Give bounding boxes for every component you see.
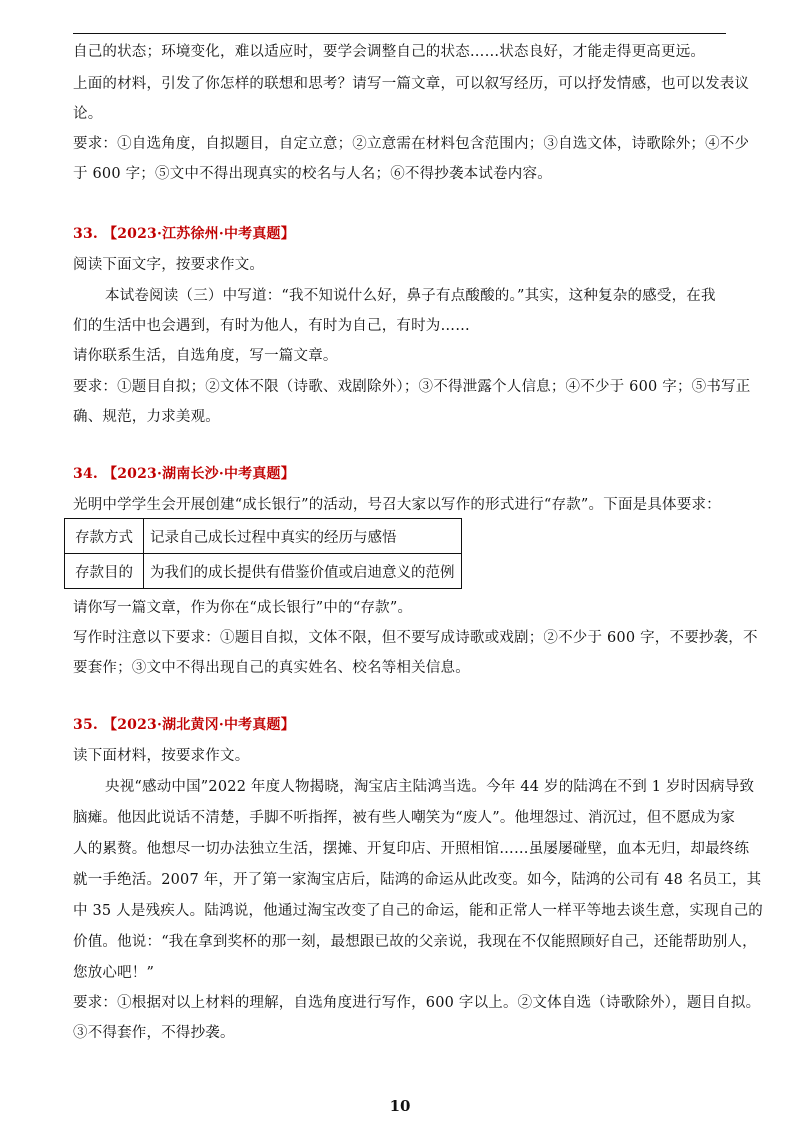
q33-line-4: 请你联系生活，自选角度，写一篇文章。 <box>73 348 338 364</box>
q35-line-8: 您放心吧！” <box>73 965 155 981</box>
q33-line-2: 本试卷阅读（三）中写道：“我不知说什么好，鼻子有点酸酸的。”其实，这种复杂的感受，在我 <box>105 288 716 304</box>
top-line-2: 上面的材料，引发了你怎样的联想和思考？请写一篇文章，可以叙写经历，可以抒发情感，也可以发表议 <box>73 76 750 92</box>
q34-heading: 34. 【2023·湖南长沙·中考真题】 <box>73 466 295 482</box>
q35-line-10: ③不得套作，不得抄袭。 <box>73 1025 235 1041</box>
table-row <box>65 554 462 589</box>
top-line-3: 论。 <box>73 106 103 122</box>
table-value: 为我们的成长提供有借鉴价值或启迪意义的范例 <box>144 554 462 589</box>
page-number: 10 <box>389 1097 411 1115</box>
top-line-5: 于 600 字；⑤文中不得出现真实的校名与人名；⑥不得抄袭本试卷内容。 <box>73 166 552 182</box>
top-line-4: 要求：①自选角度，自拟题目，自定立意；②立意需在材料包含范围内；③自选文体，诗歌除外；④不少 <box>73 136 750 152</box>
q35-line-3: 脑瘫。他因此说话不清楚，手脚不听指挥，被有些人嘲笑为“废人”。他埋怨过、消沉过，但不愿成为家 <box>73 810 736 826</box>
q35-line-9: 要求：①根据对以上材料的理解，自选角度进行写作，600 字以上。②文体自选（诗歌除外），题目自拟。 <box>73 995 761 1011</box>
q35-line-7: 价值。他说：“我在拿到奖杯的那一刻，最想跟已故的父亲说，我现在不仅能照顾好自己，还能帮助别人， <box>73 934 757 950</box>
q35-line-4: 人的累赘。他想尽一切办法独立生活，摆摊、开复印店、开照相馆……虽屡屡碰壁，血本无归，却最终练 <box>73 841 750 857</box>
header-rule <box>73 33 726 34</box>
q33-line-5: 要求：①题目自拟；②文体不限（诗歌、戏剧除外）；③不得泄露个人信息；④不少于 600 字；⑤书写正 <box>73 379 751 395</box>
q34-intro: 光明中学学生会开展创建“成长银行”的活动，号召大家以写作的形式进行“存款”。下面是具体要求： <box>73 497 721 513</box>
deposit-requirements-table <box>64 518 462 589</box>
q33-line-3: 们的生活中也会遇到，有时为他人，有时为自己，有时为…… <box>73 318 470 334</box>
q34-line-2: 写作时注意以下要求：①题目自拟，文体不限，但不要写成诗歌或戏剧；②不少于 600 字，不要抄袭，不 <box>73 630 758 646</box>
q33-line-1: 阅读下面文字，按要求作文。 <box>73 257 265 273</box>
q35-line-6: 中 35 人是残疾人。陆鸿说，他通过淘宝改变了自己的命运，能和正常人一样平等地去谈生意，实现自己的 <box>73 903 763 919</box>
table-key: 存款目的 <box>65 554 144 589</box>
q35-heading: 35. 【2023·湖北黄冈·中考真题】 <box>73 717 295 733</box>
table-value: 记录自己成长过程中真实的经历与感悟 <box>144 519 462 554</box>
q34-line-3: 要套作；③文中不得出现自己的真实姓名、校名等相关信息。 <box>73 660 470 676</box>
q33-line-6: 确、规范，力求美观。 <box>73 409 220 425</box>
table-row <box>65 519 462 554</box>
q35-line-2: 央视“感动中国”2022 年度人物揭晓，淘宝店主陆鸿当选。今年 44 岁的陆鸿在不到 1 岁时因病导致 <box>105 779 755 795</box>
q35-line-1: 读下面材料，按要求作文。 <box>73 748 250 764</box>
q35-line-5: 就一手绝活。2007 年，开了第一家淘宝店后，陆鸿的命运从此改变。如今，陆鸿的公司有 48 名员工，其 <box>73 872 762 888</box>
table-key: 存款方式 <box>65 519 144 554</box>
q34-line-1: 请你写一篇文章，作为你在“成长银行”中的“存款”。 <box>73 600 413 616</box>
top-line-1: 自己的状态；环境变化，难以适应时，要学会调整自己的状态……状态良好，才能走得更高更远。 <box>73 44 706 60</box>
q33-heading: 33. 【2023·江苏徐州·中考真题】 <box>73 226 295 242</box>
